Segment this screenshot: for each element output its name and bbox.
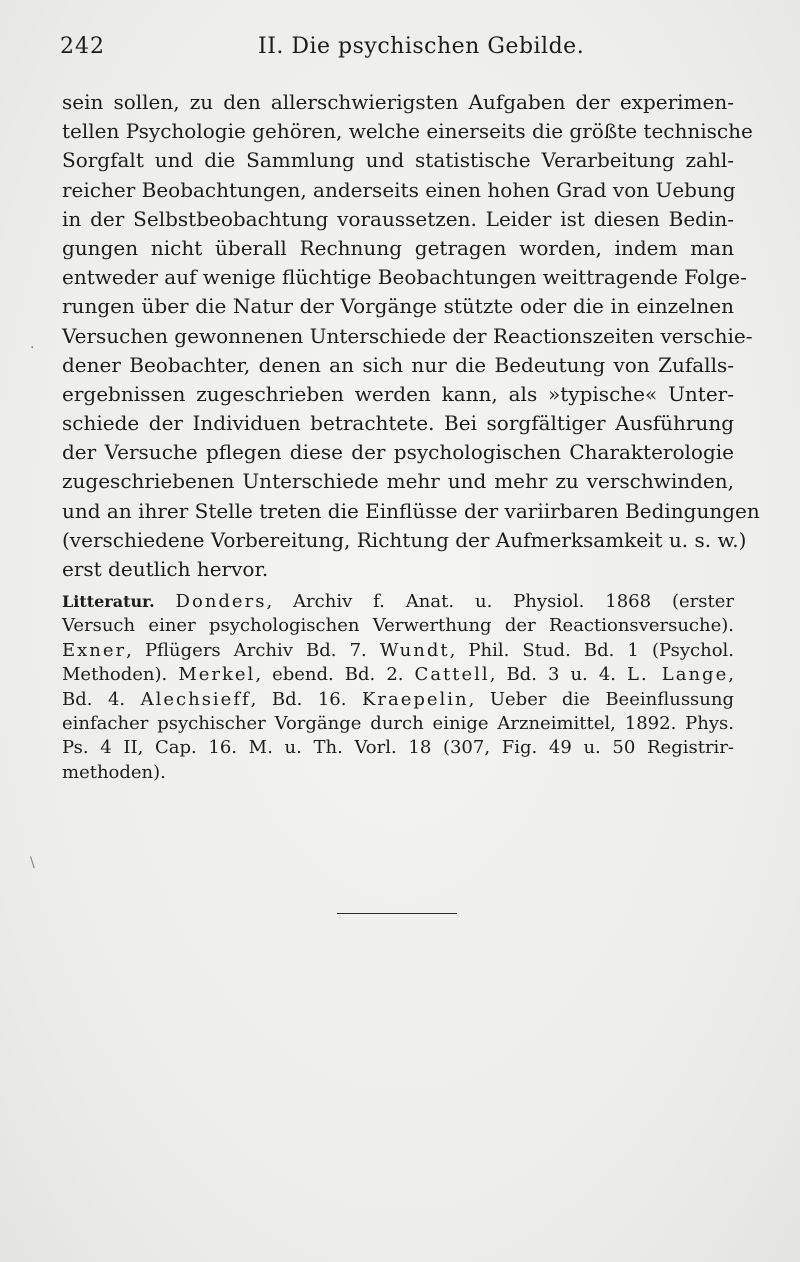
text-line: (verschiedene Vorbereitung, Richtung der Aufmerksamkeit u. s. w.) xyxy=(62,527,747,552)
text-line: sein sollen, zu den allerschwierigsten Aufgaben der experimen- xyxy=(62,90,734,114)
text-line: reicher Beobachtungen, anderseits einen hohen Grad von Uebung xyxy=(62,177,736,202)
text-line: gungen nicht überall Rechnung getragen worden, indem man xyxy=(62,235,734,260)
running-title: II. Die psychischen Gebilde. xyxy=(258,34,585,59)
body-paragraph xyxy=(62,88,760,584)
page-header xyxy=(60,34,740,64)
page-number: 242 xyxy=(60,34,105,59)
text-line: und an ihrer Stelle treten die Einflüsse der variirbaren Bedingungen xyxy=(62,498,760,523)
author-name: Kraepelin xyxy=(361,688,469,710)
print-speck: \ xyxy=(30,855,35,871)
author-name: Merkel xyxy=(178,664,256,686)
text-line: ergebnissen zugeschrieben werden kann, als »typische« Unter- xyxy=(62,381,734,406)
literature-line: Ps. 4 II, Cap. 16. M. u. Th. Vorl. 18 (307, Fig. 49 u. 50 Registrir- xyxy=(62,737,734,759)
citation-text: Bd. 4. xyxy=(62,688,126,710)
text-line: rungen über die Natur der Vorgänge stützte oder die in einzelnen xyxy=(62,294,734,319)
author-name: Donders xyxy=(175,591,267,612)
literature-line xyxy=(62,688,734,712)
text-line: in der Selbstbeobachtung voraussetzen. Leider ist diesen Bedin- xyxy=(62,206,734,231)
citation-text: Methoden). xyxy=(62,664,168,686)
literature-line xyxy=(62,639,734,663)
author-name: Cattell xyxy=(414,664,490,686)
citation-text: , Pflügers Archiv Bd. 7. xyxy=(126,639,367,661)
citation-text: , ebend. Bd. 2. xyxy=(255,664,404,686)
citation-text: , Archiv f. Anat. u. Physiol. 1868 (erster xyxy=(266,591,734,612)
text-line: Versuchen gewonnenen Unterschiede der Reactionszeiten verschie- xyxy=(62,323,753,348)
citation-text: , xyxy=(728,664,734,686)
literature-line: methoden). xyxy=(62,761,166,783)
text-line: entweder auf wenige flüchtige Beobachtungen weittragende Folge- xyxy=(62,265,747,290)
text-line: dener Beobachter, denen an sich nur die Bedeutung von Zufalls- xyxy=(62,352,734,377)
citation-text: , Bd. 3 u. 4. xyxy=(489,664,616,686)
literature-line: Versuch einer psychologischen Verwerthung der Reactionsversuche). xyxy=(62,615,734,637)
author-name: Exner xyxy=(62,639,127,661)
literature-heading: Litteratur. xyxy=(62,592,155,611)
citation-text: , Ueber die Beeinflussung xyxy=(468,688,734,710)
author-name: L. Lange xyxy=(627,664,729,686)
text-line: zugeschriebenen Unterschiede mehr und mehr zu verschwinden, xyxy=(62,469,734,494)
author-name: Wundt xyxy=(379,639,450,661)
text-line: tellen Psychologie gehören, welche einerseits die größte technische xyxy=(62,119,753,144)
text-line: schiede der Individuen betrachtete. Bei sorgfältiger Ausführung xyxy=(62,411,734,436)
literature-line xyxy=(62,590,734,614)
text-line: der Versuche pflegen diese der psychologischen Charakterologie xyxy=(62,440,734,465)
literature-section xyxy=(62,590,734,785)
citation-text: , Bd. 16. xyxy=(250,688,347,710)
text-line: erst deutlich hervor. xyxy=(62,557,269,581)
author-name: Alechsieff xyxy=(140,688,251,710)
print-speck: · xyxy=(30,340,35,356)
citation-text: , Phil. Stud. Bd. 1 (Psychol. xyxy=(449,639,735,661)
section-divider xyxy=(337,913,457,914)
literature-line: einfacher psychischer Vorgänge durch einige Arzneimittel, 1892. Phys. xyxy=(62,712,734,734)
literature-line xyxy=(62,663,734,687)
text-line: Sorgfalt und die Sammlung und statistische Verarbeitung zahl- xyxy=(62,148,734,173)
